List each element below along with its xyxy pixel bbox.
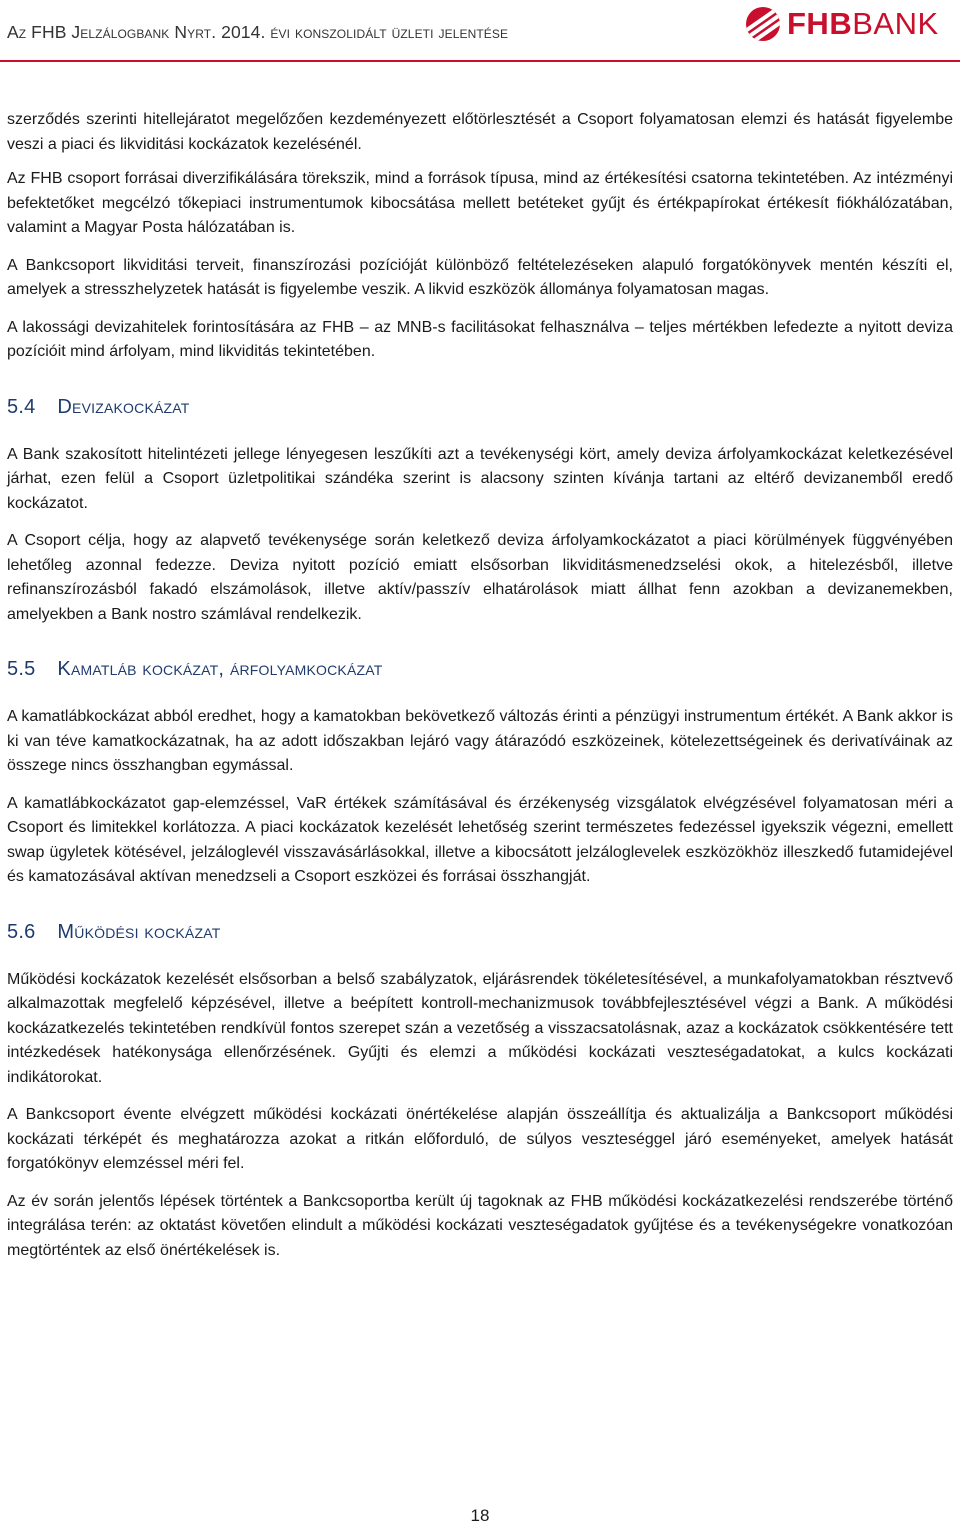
section-heading-5-4 — [7, 396, 953, 419]
paragraph: A Bank szakosított hitelintézeti jellege lényegesen leszűkíti azt a tevékenységi kört, amely deviza árfolyamkockázat keletkezésével járhat, ezen felül a Csoport üzletpolitikai szándéka szerint is alacsony szinten kívánja tartani az eltérő devizanemből eredő kockázatot. — [7, 445, 953, 512]
fhb-logo-icon — [746, 7, 780, 41]
paragraph: szerződés szerinti hitellejáratot megelőzően kezdeményezett előtörlesztését a Csoport folyamatosan elemzi és hatását figyelembe veszi a piaci és likviditási kockázatok kezelésénél. — [7, 111, 953, 153]
section-heading-5-5 — [7, 658, 953, 681]
page-header — [0, 0, 960, 62]
paragraph: Az FHB csoport forrásai diverzifikálására törekszik, mind a források típusa, mind az értékesítési csatorna tekintetében. Az intézményi befektetőket megcélzó tőkepiaci instrumentumok kibocsátása mellett betéteket gyűjt és értékpapírokat értékesít fiókhálózatában, valamint a Magyar Posta hálózatában is. — [7, 170, 953, 236]
paragraph: A kamatlábkockázat abból eredhet, hogy a kamatokban bekövetkező változás érinti a pénzügyi instrumentum értékét. A Bank akkor is ki van téve kamatkockázatnak, ha az adott időszakban lejáró vagy átárazódó eszközeinek, kötelezettségeinek és derivatíváinak az összege nincs összhangban egymással. — [7, 708, 953, 774]
logo-wordmark: FHBBANK — [787, 6, 939, 41]
section-number: 5.4 — [7, 395, 36, 418]
paragraph: Működési kockázatok kezelését elsősorban a belső szabályzatok, eljárásrendek tökéletesítésével, a munkafolyamatokban résztvevő alkalmazottak megfelelő képzésével, illetve a beépített kontroll-mechanizmusok továbbfejlesztésével végzi a Bank. A működési kockázatkezelés tekintetében rendkívül fontos szerepet szán a vezetőség a visszacsatolásnak, azaz a kockázatok csökkentésére tett intézkedések hatékonysága ellenőrzésének. Gyűjti és elemzi a működési kockázati veszteségadatokat, a kulcs kockázati indikátorokat. — [7, 970, 953, 1086]
paragraph: A Csoport célja, hogy az alapvető tevékenysége során keletkező deviza árfolyamkockázatot a piaci körülmények függvényében lehetőleg azonnal fedezze. Deviza nyitott pozíció emiatt elsősorban likviditásmenedzselési okok, a hitelezésből, illetve refinanszírozásból fakadó elszámolások, illetve aktív/passzív elhatárolások miatt állhat fenn azokban a devizanemekben, amelyekben a Bank nostro számlával rendelkezik. — [7, 532, 953, 623]
section-title: Működési kockázat — [57, 920, 221, 943]
section-title: Kamatláb kockázat, árfolyamkockázat — [57, 658, 383, 680]
section-number: 5.6 — [7, 920, 36, 943]
section-heading-5-6 — [7, 921, 953, 944]
header-divider — [0, 60, 960, 62]
section-title: Devizakockázat — [57, 395, 190, 418]
section-number: 5.5 — [7, 658, 36, 680]
paragraph: A kamatlábkockázatot gap-elemzéssel, VaR értékek számításával és érzékenység vizsgálatok elvégzésével folyamatosan méri a Csoport és limitekkel korlátozza. A piaci kockázatok kezelését lehetőség szerint természetes fedezéssel igyekszik végezni, emellett swap ügyletek kötésével, jelzáloglevél visszavásárlásokkal, illetve a kibocsátott jelzáloglevelek eszközökhöz illeszkedő futamidejével és kamatozásával aktívan menedzseli a Csoport eszközei és forrásai összhangját. — [7, 794, 953, 885]
paragraph: A lakossági devizahitelek forintosítására az FHB – az MNB-s facilitásokat felhasználva – teljes mértékben lefedezte a nyitott deviza pozícióit mind árfolyam, mind likviditás tekintetében. — [7, 318, 953, 360]
document-body — [7, 108, 953, 1276]
report-title: Az FHB Jelzálogbank Nyrt. 2014. évi konszolidált üzleti jelentése — [7, 22, 509, 42]
paragraph: A Bankcsoport likviditási terveit, finanszírozási pozícióját különböző feltételezéseken alapuló forgatókönyvek mentén készíti el, amelyek a stresszhelyzetek hatását is figyelembe veszik. A likvid eszközök állománya folyamatosan magas. — [7, 256, 953, 298]
page-number: 18 — [470, 1506, 490, 1525]
fhb-bank-logo — [746, 6, 939, 42]
paragraph: Az év során jelentős lépések történtek a Bankcsoportba került új tagoknak az FHB működési kockázatkezelési rendszerébe történő integrálása terén: az oktatást követően elindult a működési kockázati veszteségadatok gyűjtése és a tevékenységekre vonatkozóan megtörténtek az első önértékelések is. — [7, 1192, 953, 1259]
paragraph: A Bankcsoport évente elvégzett működési kockázati önértékelése alapján összeállítja és aktualizálja a Bankcsoport működési kockázati térképét és meghatározza azokat a ritkán előforduló, de súlyos veszteséggel járó eseményeket, amelyek hatását forgatókönyv elemzéssel méri fel. — [7, 1106, 953, 1172]
